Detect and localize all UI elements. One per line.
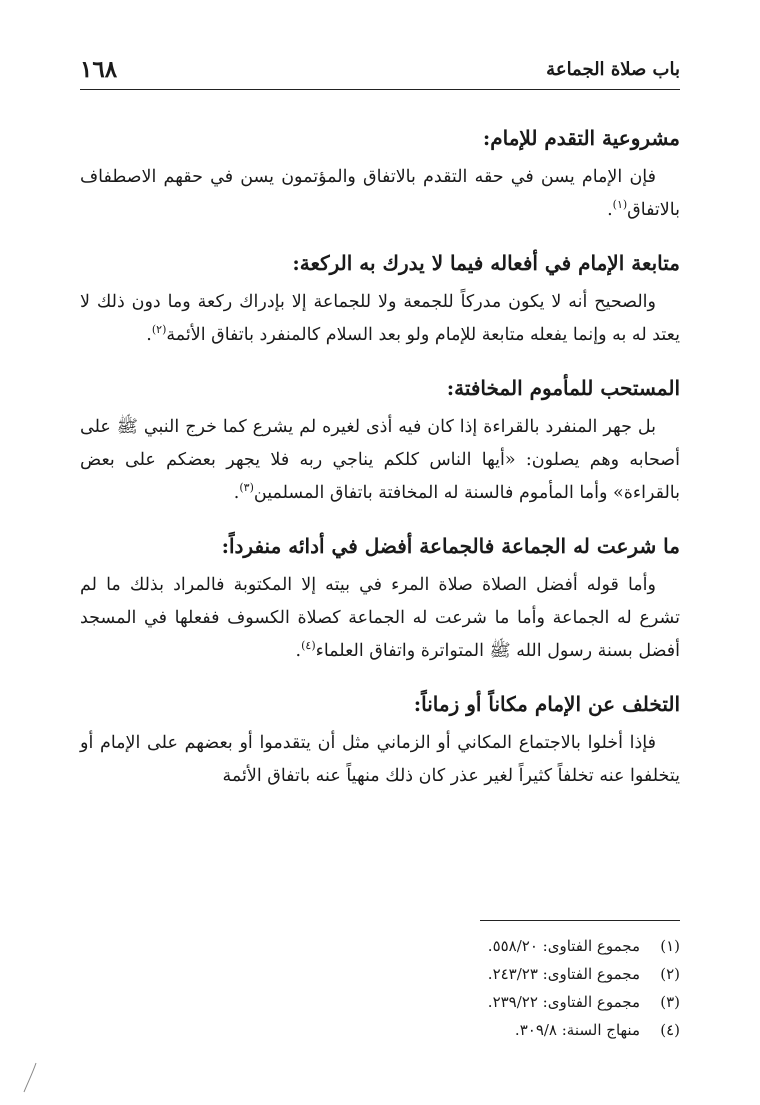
paragraph-text: والصحيح أنه لا يكون مدركاً للجمعة ولا للجماعة إلا بإدراك ركعة وما دون ذلك لا يعتد له به وإنما يفعله متابعة للإمام ولو بعد السلام كالمنفرد باتفاق الأئمة (80, 292, 680, 345)
section-heading: ما شرعت له الجماعة فالجماعة أفضل في أدائه منفرداً: (221, 534, 680, 558)
paragraph-text: فإن الإمام يسن في حقه التقدم بالاتفاق والمؤتمون يسن في حقهم الاصطفاف بالاتفاق (80, 167, 680, 220)
footnote (80, 960, 680, 988)
footnote-rule (480, 920, 680, 921)
pencil-mark-icon (22, 1062, 38, 1094)
paragraph-text: فإذا أخلوا بالاجتماع المكاني أو الزماني مثل أن يتقدموا أو بعضهم على الإمام أو يتخلفوا عنه تخلفاً كثيراً لغير عذر كان ذلك منهياً عنه باتفاق الأئمة (80, 733, 680, 786)
footnote-ref: (١) (612, 198, 628, 212)
body-text (80, 120, 680, 811)
footnote-mark: (٤) (660, 1021, 680, 1039)
footnote-mark: (٢) (660, 965, 680, 983)
paragraph-text: وأما قوله أفضل الصلاة صلاة المرء في بيته إلا المكتوبة فالمراد بذلك ما لم تشرع له الجماعة وأما ما شرعت له الجماعة كصلاة الكسوف ففعلها في المسجد أفضل بسنة رسول الله ﷺ المتواترة واتفاق العلماء (80, 575, 680, 661)
section-heading: التخلف عن الإمام مكاناً أو زماناً: (413, 692, 680, 716)
footnote (80, 932, 680, 960)
footnotes (80, 932, 680, 1044)
section-paragraph (80, 411, 680, 510)
section-heading: مشروعية التقدم للإمام: (482, 126, 680, 150)
footnote-mark: (٣) (660, 993, 680, 1011)
section-imam-advance (80, 120, 680, 227)
section-follow-imam (80, 245, 680, 352)
footnote (80, 988, 680, 1016)
section-paragraph (80, 727, 680, 793)
paragraph-end: . (233, 483, 240, 503)
paragraph-end: . (295, 641, 302, 661)
footnote-text: مجموع الفتاوى: ٥٥٨/٢٠. (487, 937, 640, 955)
section-congregation-better (80, 528, 680, 668)
page-number: ١٦٨ (80, 55, 118, 83)
paragraph-end: . (146, 325, 152, 345)
section-quiet-recitation (80, 370, 680, 510)
footnote-text: مجموع الفتاوى: ٢٤٣/٢٣. (487, 965, 640, 983)
section-heading: متابعة الإمام في أفعاله فيما لا يدرك به الركعة: (292, 251, 680, 275)
section-heading: المستحب للمأموم المخافتة: (446, 376, 680, 400)
footnote-mark: (١) (660, 937, 680, 955)
paragraph-text: بل جهر المنفرد بالقراءة إذا كان فيه أذى لغيره لم يشرع كما خرج النبي ﷺ على أصحابه وهم يصلون: «أيها الناس كلكم يناجي ربه فلا يجهر بعضكم على بعض بالقراءة» وأما المأموم فالسنة له المخافتة باتفاق المسلمين (80, 417, 680, 503)
footnote-ref: (٢) (151, 323, 167, 337)
section-paragraph (80, 569, 680, 668)
footnote-text: مجموع الفتاوى: ٢٣٩/٢٢. (487, 993, 640, 1011)
page-header (80, 52, 680, 86)
footnote-ref: (٤) (301, 639, 316, 653)
section-paragraph (80, 161, 680, 227)
paragraph-end: . (607, 200, 613, 220)
footnote (80, 1016, 680, 1044)
running-head: باب صلاة الجماعة (546, 58, 680, 80)
footnote-text: منهاج السنة: ٣٠٩/٨. (514, 1021, 640, 1039)
section-lagging-imam (80, 686, 680, 793)
footnote-ref: (٣) (239, 481, 254, 495)
header-rule (80, 89, 680, 90)
section-paragraph (80, 286, 680, 352)
